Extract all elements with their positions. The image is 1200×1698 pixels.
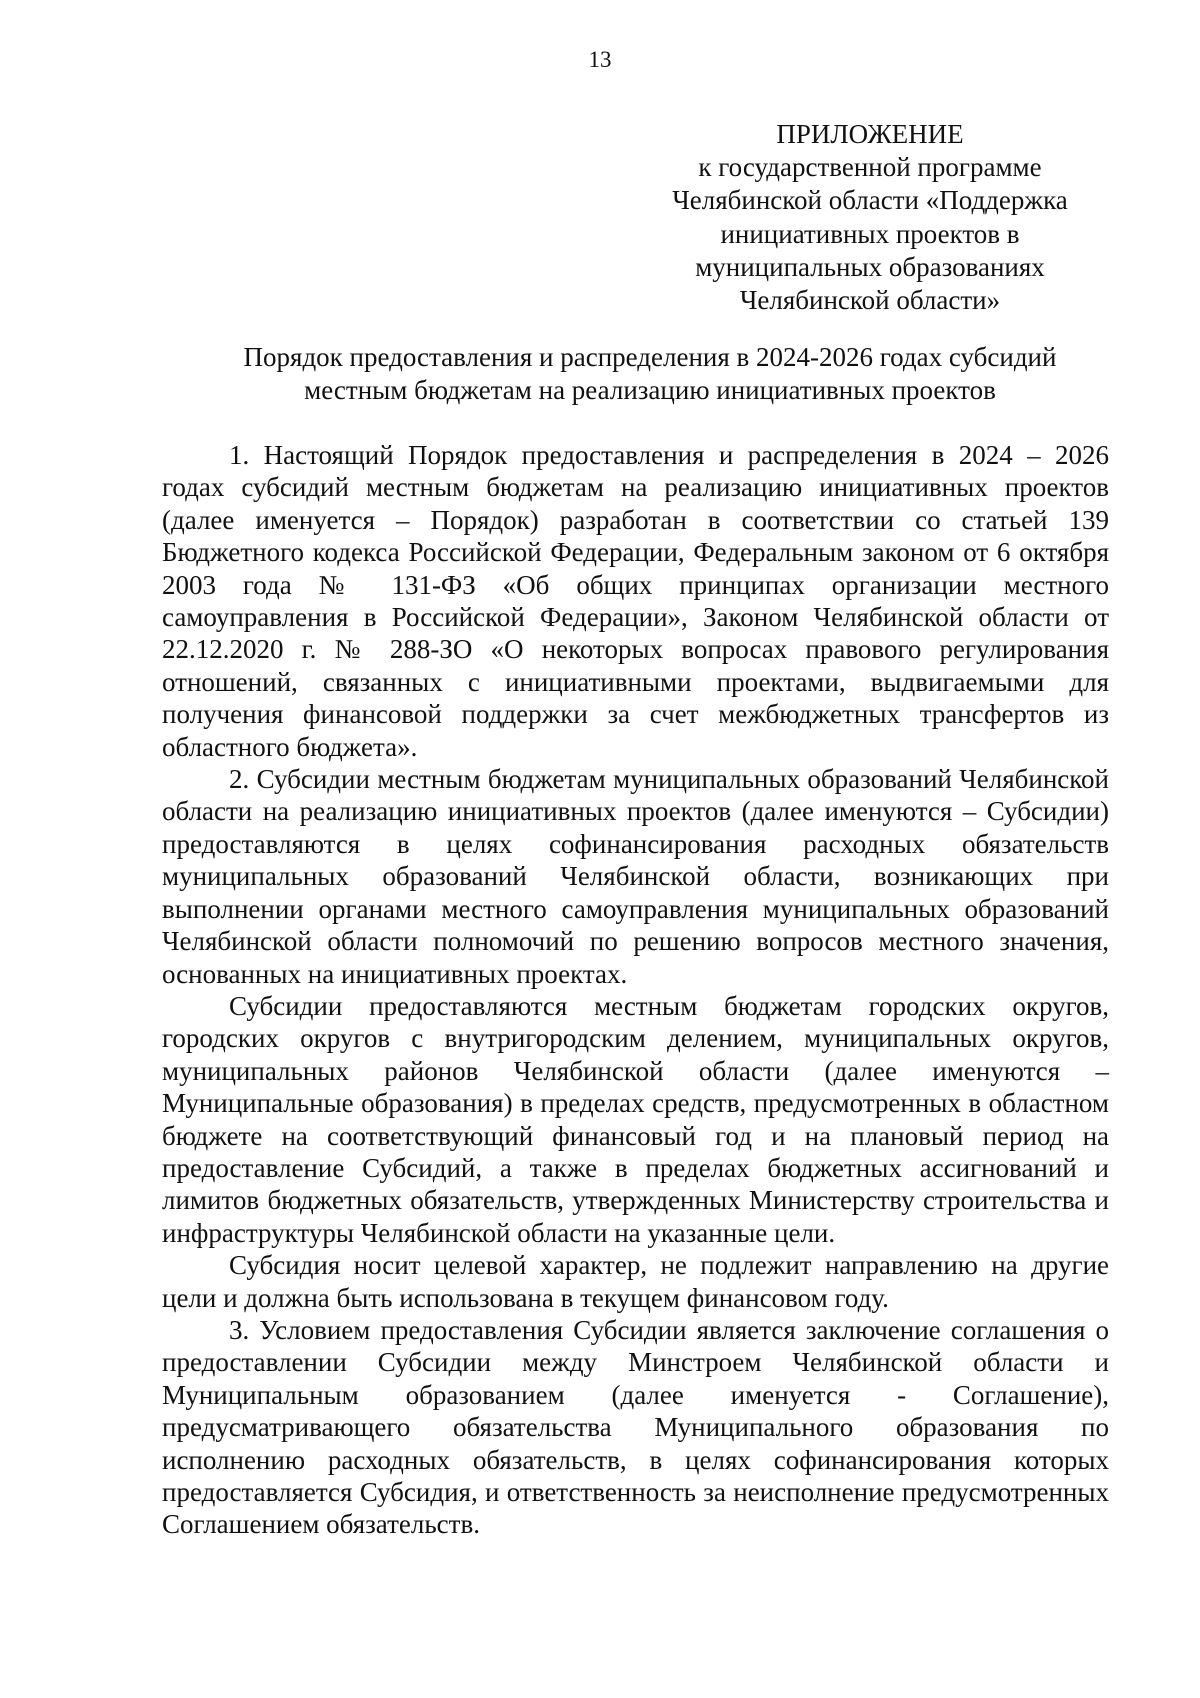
- appendix-subtitle: к государственной программе Челябинской области «Поддержка инициативных проектов в муниципальных образованиях Челябинской области»: [672, 152, 1068, 316]
- document-body: [162, 439, 1109, 1541]
- paragraph-2: 2. Субсидии местным бюджетам муниципальных образований Челябинской области на реализацию инициативных проектов (далее именуются – Субсидии) предоставляются в целях софинансирования расходных обязательств муниципальных образований Челябинской области, возникающих при выполнении органами местного самоуправления муниципальных образований Челябинской области полномочий по решению вопросов местного значения, основанных на инициативных проектах.: [162, 764, 1109, 989]
- paragraph-5: 3. Условием предоставления Субсидии является заключение соглашения о предоставлении Субсидии между Минстроем Челябинской области и Муниципальным образованием (далее именуется - Соглашение), предусматривающего обязательства Муниципального образования по исполнению расходных обязательств, в целях софинансирования которых предоставляется Субсидия, и ответственность за неисполнение предусмотренных Соглашением обязательств.: [162, 1314, 1109, 1540]
- paragraph-1: 1. Настоящий Порядок предоставления и распределения в 2024 – 2026 годах субсидий местным бюджетам на реализацию инициативных проектов (далее именуется – Порядок) разработан в соответствии со статьей 139 Бюджетного кодекса Российской Федерации, Федеральным законом от 6 октября 2003 года № 131-ФЗ «Об общих принципах организации местного самоуправления в Российской Федерации», Законом Челябинской области от 22.12.2020 г. № 288-ЗО «О некоторых вопросах правового регулирования отношений, связанных с инициативными проектами, выдвигаемыми для получения финансовой поддержки за счет межбюджетных трансфертов из областного бюджета».: [162, 440, 1109, 762]
- paragraph-4: Субсидия носит целевой характер, не подлежит направлению на другие цели и должна быть использована в текущем финансовом году.: [162, 1250, 1109, 1313]
- paragraph-3: Субсидии предоставляются местным бюджетам городских округов, городских округов с внутригородским делением, муниципальных округов, муниципальных районов Челябинской области (далее именуются – Муниципальные образования) в пределах средств, предусмотренных в областном бюджете на соответствующий финансовый год и на плановый период на предоставление Субсидий, а также в пределах бюджетных ассигнований и лимитов бюджетных обязательств, утвержденных Министерству строительства и инфраструктуры Челябинской области на указанные цели.: [162, 990, 1109, 1248]
- page-number: 13: [588, 47, 612, 72]
- document-title: Порядок предоставления и распределения в 2024-2026 годах субсидий местным бюджетам на реализацию инициативных проектов: [243, 342, 1057, 405]
- appendix-header: [650, 118, 1090, 317]
- appendix-title: ПРИЛОЖЕНИЕ: [776, 119, 964, 149]
